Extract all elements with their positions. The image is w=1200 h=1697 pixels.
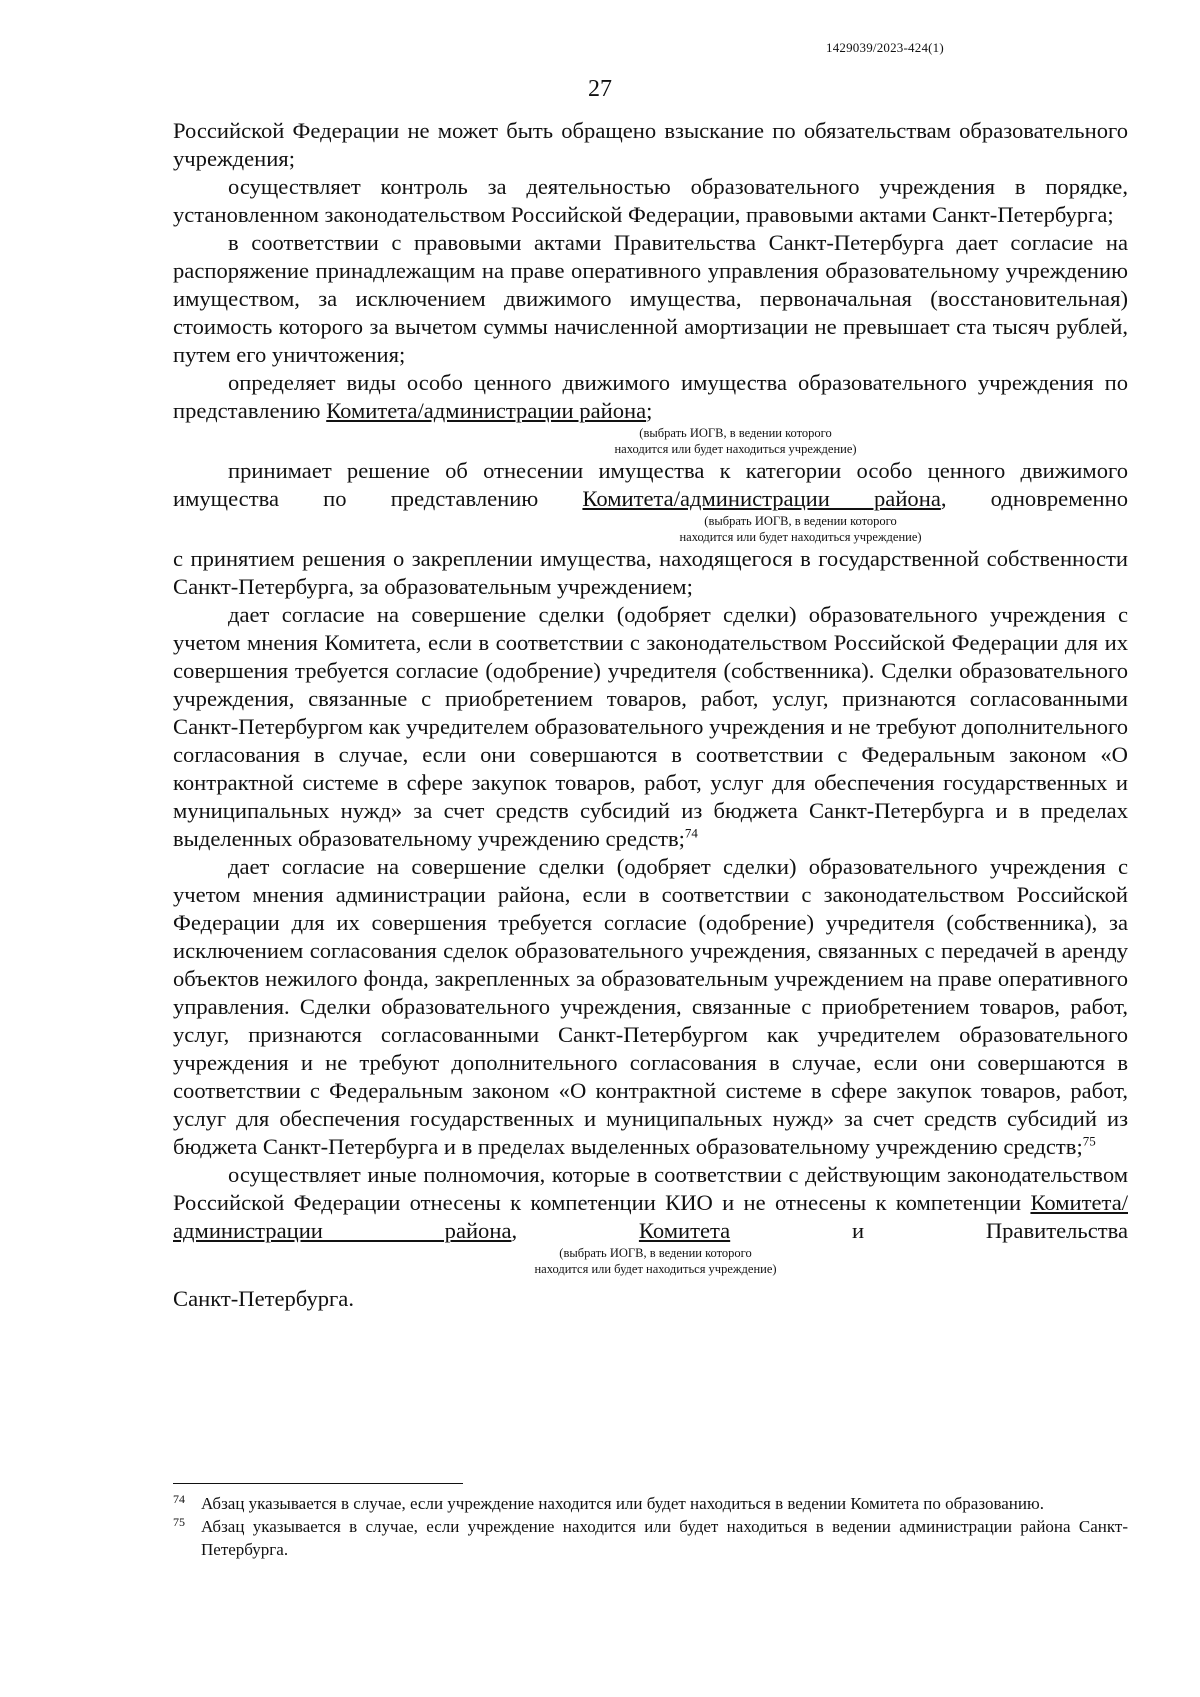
paragraph-8-separator: ,: [511, 1218, 639, 1243]
hint-3-line-1: (выбрать ИОГВ, в ведении которого: [559, 1246, 752, 1260]
paragraph-8-authority: Комитета/администрации района: [173, 1190, 1128, 1243]
paragraph-1: Российской Федерации не может быть обращено взыскание по обязательствам образовательного учреждения;: [173, 118, 1128, 171]
footnote-text: Абзац указывается в случае, если учреждение находится или будет находиться в ведении администрации района Санкт-Петербурга.: [201, 1517, 1128, 1559]
footnote-mark: 75: [173, 1515, 185, 1529]
hint-1-line-1: (выбрать ИОГВ, в ведении которого: [639, 426, 832, 440]
document-id: 1429039/2023-424(1): [826, 40, 944, 55]
footnote-75: [173, 1515, 1128, 1561]
paragraph-7-text: дает согласие на совершение сделки (одобряет сделки) образовательного учреждения с учетом мнения администрации района, если в соответствии с законодательством Российской Федерации для их совершения требуется согласие (одобрение) учредителя (собственника), за исключением согласования сделок образовательного учреждения, связанных с передачей в аренду объектов нежилого фонда, закрепленных за образовательным учреждением на праве оперативного управления. Сделки образовательного учреждения, связанные с приобретением товаров, работ, услуг, признаются согласованными Санкт-Петербургом как учредителем образовательного учреждения и не требуют дополнительного согласования в случае, если они совершаются в соответствии с Федеральным законом «О контрактной системе в сфере закупок товаров, работ, услуг для обеспечения государственных и муниципальных нужд» за счет средств субсидий из бюджета Санкт-Петербурга и в пределах выделенных образовательному учреждению средств;: [173, 854, 1128, 1159]
paragraph-3: в соответствии с правовыми актами Правительства Санкт-Петербурга дает согласие на распоряжение принадлежащим на праве оперативного управления образовательному учреждению имуществом, за исключением движимого имущества, первоначальная (восстановительная) стоимость которого за вычетом суммы начисленной амортизации не превышает ста тысяч рублей, путем его уничтожения;: [173, 230, 1128, 367]
paragraph-2: осуществляет контроль за деятельностью образовательного учреждения в порядке, установленном законодательством Российской Федерации, правовыми актами Санкт-Петербурга;: [173, 174, 1128, 227]
document-body: [173, 117, 1128, 1313]
footnote-74: [173, 1492, 1128, 1515]
paragraph-5-end: , одновременно: [940, 486, 1128, 511]
paragraph-8-text: осуществляет иные полномочия, которые в соответствии с действующим законодательством Российской Федерации отнесены к компетенции КИО и не отнесены к компетенции: [173, 1162, 1128, 1215]
paragraph-8-committee: Комитета: [638, 1218, 731, 1243]
paragraph-8-end: и Правительства: [730, 1218, 1128, 1243]
paragraph-5: [173, 457, 1128, 513]
page-number: 27: [588, 76, 612, 102]
footnote-mark: 74: [173, 1492, 185, 1506]
hint-2-line-1: (выбрать ИОГВ, в ведении которого: [704, 514, 897, 528]
footnote-text: Абзац указывается в случае, если учреждение находится или будет находиться в ведении Комитета по образованию.: [201, 1494, 1044, 1513]
paragraph-5-text: принимает решение об отнесении имущества к категории особо ценного движимого имущества по представлению: [173, 458, 1128, 511]
paragraph-7: [173, 853, 1128, 1161]
hint-2-line-2: находится или будет находиться учреждение): [679, 530, 922, 544]
hint-1-line-2: находится или будет находиться учреждение): [614, 442, 857, 456]
paragraph-6: [173, 601, 1128, 853]
footnote-separator: [173, 1483, 463, 1484]
footnotes: [173, 1492, 1128, 1561]
footnote-ref-74[interactable]: 74: [684, 825, 698, 841]
paragraph-4-text: определяет виды особо ценного движимого имущества образовательного учреждения по представлению: [173, 370, 1128, 423]
paragraph-6-text: дает согласие на совершение сделки (одобряет сделки) образовательного учреждения с учетом мнения Комитета, если в соответствии с законодательством Российской Федерации для их совершения требуется согласие (одобрение) учредителя (собственника). Сделки образовательного учреждения, связанные с приобретением товаров, работ, услуг, признаются согласованными Санкт-Петербургом как учредителем образовательного учреждения и не требуют дополнительного согласования в случае, если они совершаются в соответствии с Федеральным законом «О контрактной системе в сфере закупок товаров, работ, услуг для обеспечения государственных и муниципальных нужд» за счет средств субсидий из бюджета Санкт-Петербурга и в пределах выделенных образовательному учреждению средств;: [173, 602, 1128, 851]
paragraph-4: [173, 369, 1128, 425]
paragraph-4-authority: Комитета/администрации района: [326, 398, 647, 423]
paragraph-5-authority: Комитета/администрации района: [582, 486, 941, 511]
hint-3-line-2: находится или будет находиться учреждение): [534, 1262, 777, 1276]
footnote-ref-75[interactable]: 75: [1082, 1133, 1096, 1149]
paragraph-8-continuation: Санкт-Петербурга.: [173, 1286, 354, 1311]
paragraph-5-continuation: с принятием решения о закреплении имущества, находящегося в государственной собственности Санкт-Петербурга, за образовательным учреждением;: [173, 546, 1128, 599]
paragraph-4-end: ;: [646, 398, 653, 423]
paragraph-8: [173, 1161, 1128, 1245]
